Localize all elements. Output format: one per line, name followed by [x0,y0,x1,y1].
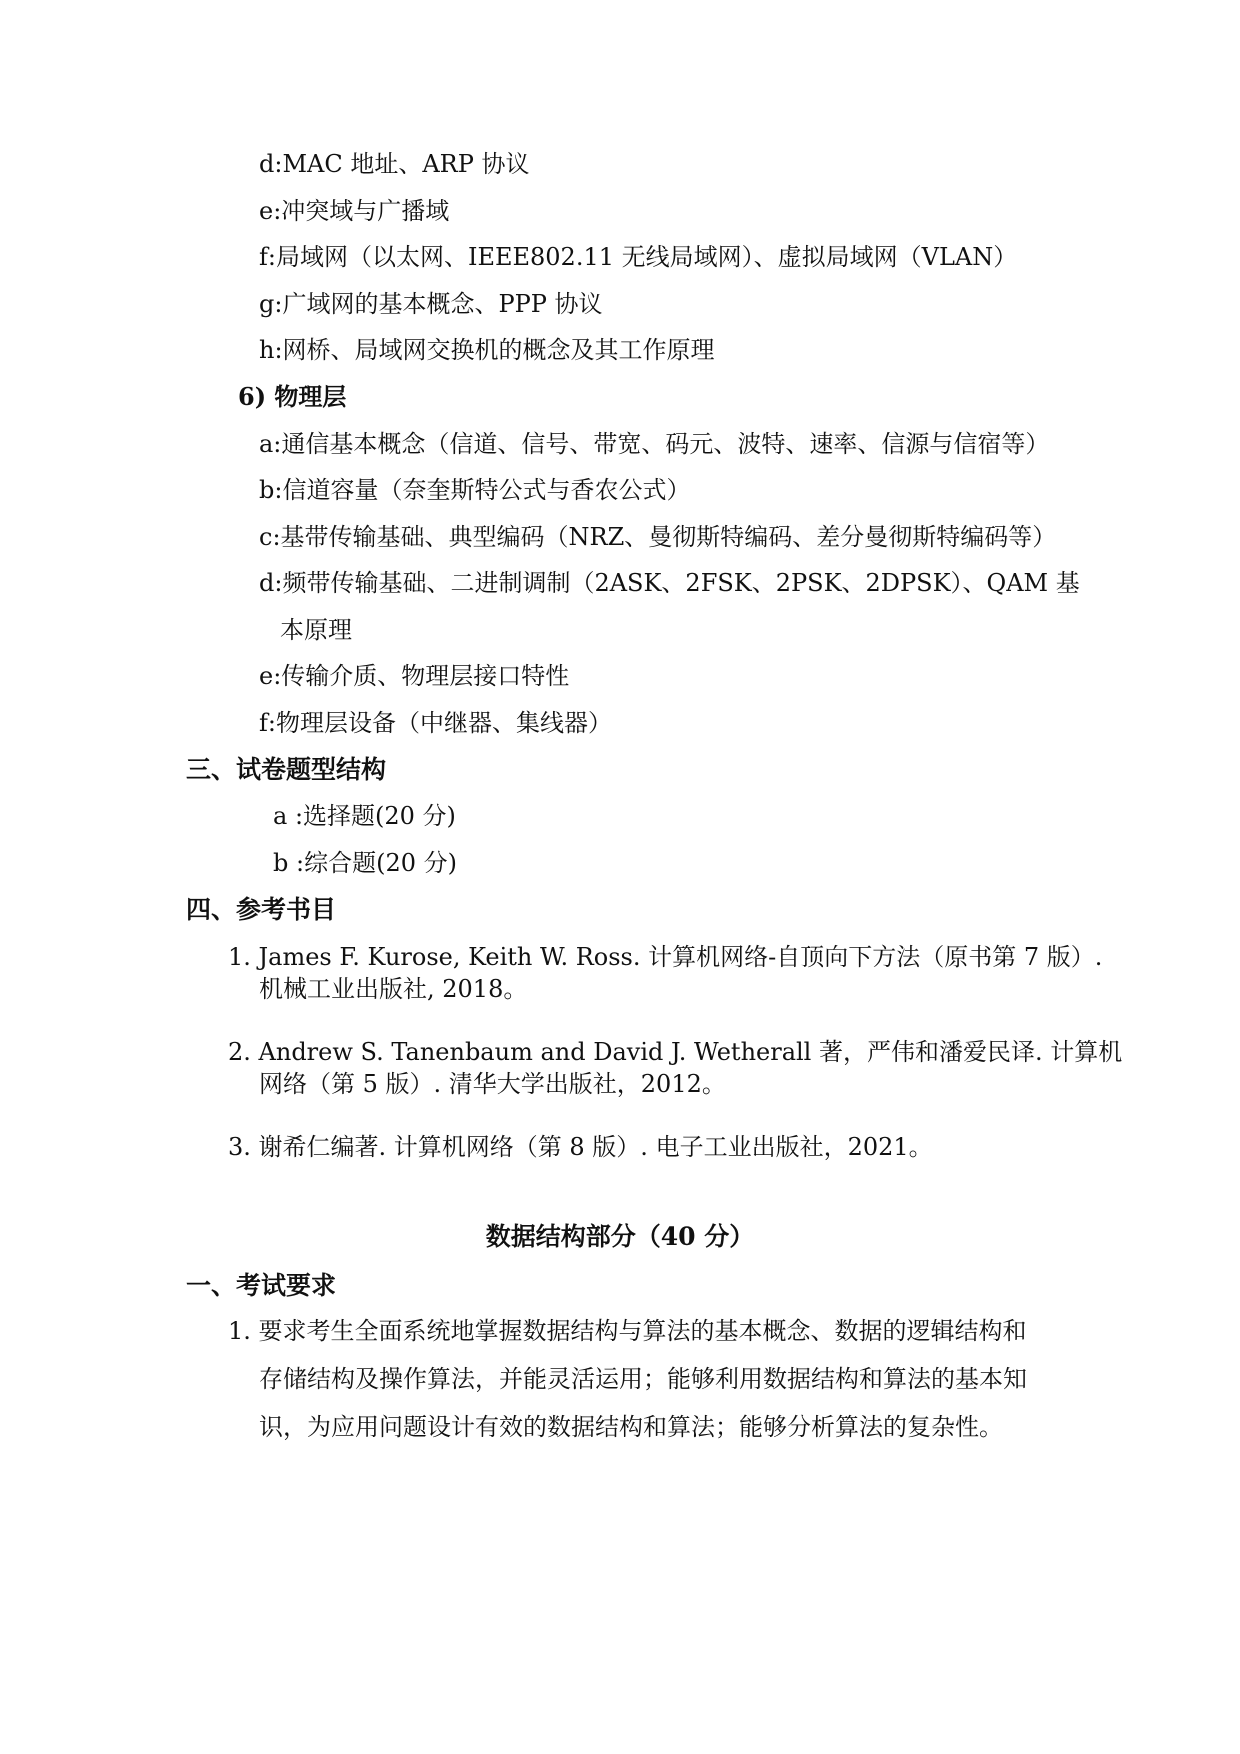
exam-structure-heading: 三、试卷题型结构 [186,755,387,784]
exam-requirements-heading: 一、考试要求 [186,1271,337,1300]
datalink-item-f: f:局域网（以太网、IEEE802.11 无线局域网）、虚拟局域网（VLAN） [259,243,1018,271]
physical-layer-heading: 6) 物理层 [238,382,347,411]
exam-structure-item-b: b :综合题(20 分) [273,849,457,877]
physical-item-d: d:频带传输基础、二进制调制（2ASK、2FSK、2PSK、2DPSK）、QAM 基 [259,569,1080,597]
data-structure-title: 数据结构部分（40 分） [485,1222,755,1251]
physical-item-d-cont: 本原理 [280,616,352,644]
physical-item-c: c:基带传输基础、典型编码（NRZ、曼彻斯特编码、差分曼彻斯特编码等） [259,523,1057,551]
physical-item-e: e:传输介质、物理层接口特性 [259,662,570,690]
datalink-item-e: e:冲突域与广播域 [259,197,450,225]
datalink-item-d: d:MAC 地址、ARP 协议 [259,150,530,178]
physical-item-a: a:通信基本概念（信道、信号、带宽、码元、波特、速率、信源与信宿等） [259,430,1050,458]
datalink-item-g: g:广域网的基本概念、PPP 协议 [259,290,603,318]
requirement-line-3: 识，为应用问题设计有效的数据结构和算法；能够分析算法的复杂性。 [259,1413,1003,1441]
requirement-line-2: 存储结构及操作算法，并能灵活运用；能够利用数据结构和算法的基本知 [259,1365,1027,1393]
reference-3-line1: 3. 谢希仁编著. 计算机网络（第 8 版）. 电子工业出版社，2021。 [228,1133,933,1161]
reference-2-line1: 2. Andrew S. Tanenbaum and David J. Wetherall 著，严伟和潘爱民译. 计算机 [228,1038,1123,1066]
reference-2-line2: 网络（第 5 版）. 清华大学出版社，2012。 [259,1070,726,1098]
exam-structure-item-a: a :选择题(20 分) [273,802,456,830]
reference-1-line2: 机械工业出版社, 2018。 [259,975,528,1003]
datalink-item-h: h:网桥、局域网交换机的概念及其工作原理 [259,336,715,364]
physical-item-f: f:物理层设备（中继器、集线器） [259,709,612,737]
references-heading: 四、参考书目 [186,895,337,924]
physical-item-b: b:信道容量（奈奎斯特公式与香农公式） [259,476,691,504]
requirement-line-1: 1. 要求考生全面系统地掌握数据结构与算法的基本概念、数据的逻辑结构和 [228,1317,1027,1345]
reference-1-line1: 1. James F. Kurose, Keith W. Ross. 计算机网络-自顶向下方法（原书第 7 版）. [228,943,1103,971]
